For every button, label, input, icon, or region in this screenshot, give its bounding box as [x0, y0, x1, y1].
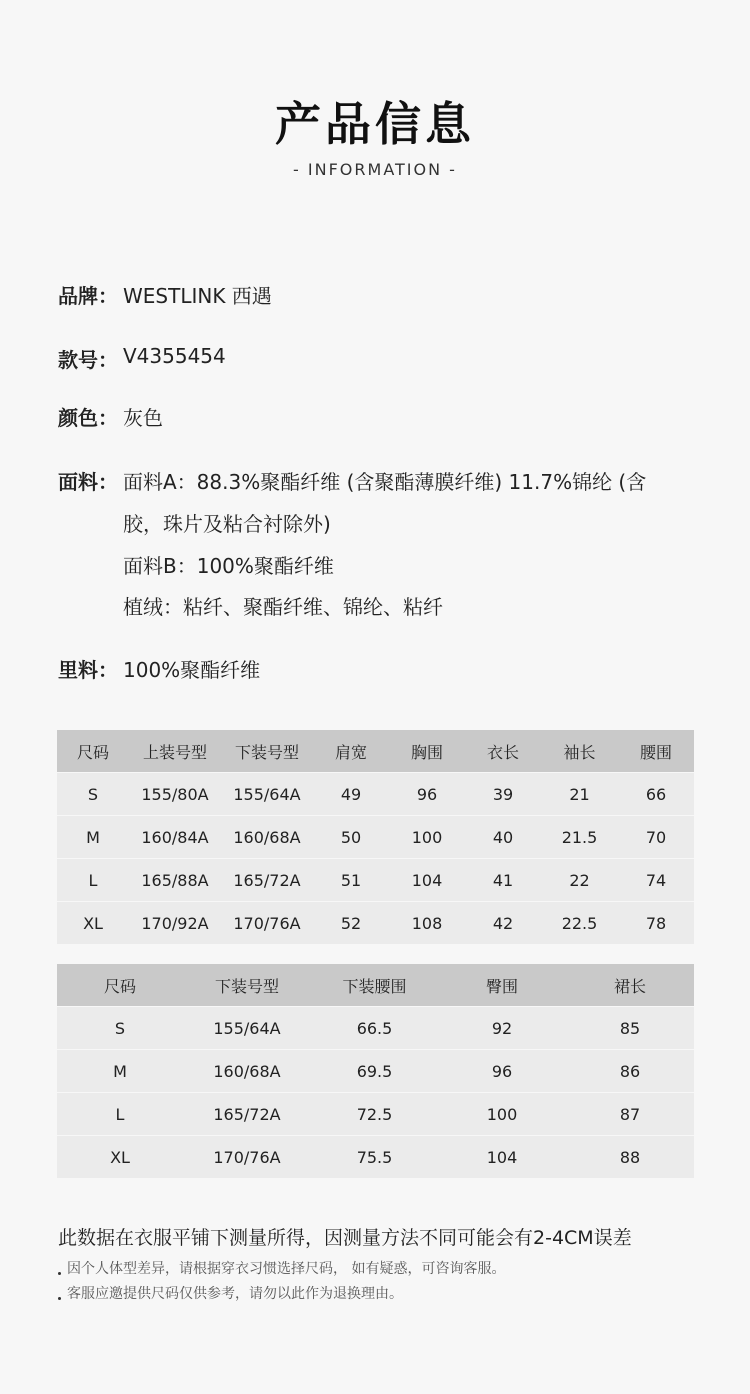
table-cell: 165/88A	[129, 859, 221, 902]
table-header-cell: 下装号型	[221, 730, 313, 773]
table-cell: 50	[313, 816, 389, 859]
table-header-cell: 肩宽	[313, 730, 389, 773]
table-cell: 69.5	[311, 1050, 438, 1093]
fabric-label: 面料：	[58, 470, 118, 494]
table-cell: 41	[465, 859, 541, 902]
table-cell: 160/68A	[183, 1050, 311, 1093]
table-row	[57, 902, 694, 945]
table-header-cell: 下装号型	[183, 964, 311, 1007]
table-cell: 40	[465, 816, 541, 859]
table-cell: 100	[389, 816, 465, 859]
table-cell: S	[57, 1007, 183, 1050]
note-item	[58, 1283, 403, 1303]
bullet-icon	[58, 1297, 61, 1300]
fabric-line: 面料A：88.3%聚酯纤维 (含聚酯薄膜纤维) 11.7%锦纶 (含	[123, 470, 647, 494]
table-cell: 108	[389, 902, 465, 945]
table-header-cell: 臀围	[438, 964, 566, 1007]
table-cell: 96	[389, 773, 465, 816]
page-subtitle: - INFORMATION -	[293, 160, 457, 179]
sku-label: 款号：	[58, 348, 118, 372]
table-header-cell: 衣长	[465, 730, 541, 773]
color-label: 颜色：	[58, 406, 118, 430]
brand-row	[58, 280, 272, 309]
table-cell: 165/72A	[183, 1093, 311, 1136]
note-text: 因个人体型差异，请根据穿衣习惯选择尺码， 如有疑惑，可咨询客服。	[67, 1261, 506, 1277]
table-cell: 21.5	[541, 816, 618, 859]
table-header-cell: 下装腰围	[311, 964, 438, 1007]
table-cell: 87	[566, 1093, 694, 1136]
brand-value: WESTLINK 西遇	[123, 284, 272, 308]
table-cell: M	[57, 1050, 183, 1093]
measurement-note: 此数据在衣服平铺下测量所得，因测量方法不同可能会有2-4CM误差	[58, 1227, 632, 1249]
table-cell: XL	[57, 902, 129, 945]
table-header-cell: 尺码	[57, 730, 129, 773]
table-header-cell: 腰围	[618, 730, 694, 773]
table-cell: 39	[465, 773, 541, 816]
table-cell: 100	[438, 1093, 566, 1136]
table-cell: 66	[618, 773, 694, 816]
table-row	[57, 1050, 694, 1093]
table-header-cell: 袖长	[541, 730, 618, 773]
table-cell: L	[57, 1093, 183, 1136]
table-cell: 42	[465, 902, 541, 945]
fabric-row	[58, 466, 646, 495]
table-cell: S	[57, 773, 129, 816]
table-cell: 74	[618, 859, 694, 902]
note-text: 客服应邀提供尺码仅供参考，请勿以此作为退换理由。	[67, 1286, 403, 1302]
table-cell: 155/64A	[183, 1007, 311, 1050]
sku-row	[58, 344, 226, 373]
table-cell: 51	[313, 859, 389, 902]
lining-label: 里料：	[58, 658, 118, 682]
table-row	[57, 1007, 694, 1050]
lining-row	[58, 654, 260, 683]
table-cell: 75.5	[311, 1136, 438, 1179]
table-cell: 49	[313, 773, 389, 816]
table-header-row	[57, 964, 694, 1007]
sku-value: V4355454	[123, 344, 226, 368]
table-cell: 170/76A	[183, 1136, 311, 1179]
fabric-line: 胶，珠片及粘合衬除外)	[123, 512, 331, 536]
table-cell: M	[57, 816, 129, 859]
table-cell: 160/84A	[129, 816, 221, 859]
table-cell: 160/68A	[221, 816, 313, 859]
table-header-cell: 裙长	[566, 964, 694, 1007]
page-title: 产品信息	[275, 97, 475, 151]
table-row	[57, 816, 694, 859]
table-cell: 21	[541, 773, 618, 816]
table-cell: 96	[438, 1050, 566, 1093]
size-table-bottom	[57, 964, 694, 1178]
table-cell: 22	[541, 859, 618, 902]
table-header-cell: 胸围	[389, 730, 465, 773]
brand-label: 品牌：	[58, 284, 118, 308]
table-cell: 155/80A	[129, 773, 221, 816]
color-row	[58, 402, 163, 431]
color-value: 灰色	[123, 406, 163, 430]
table-cell: 86	[566, 1050, 694, 1093]
note-item	[58, 1258, 505, 1278]
fabric-line: 植绒：粘纤、聚酯纤维、锦纶、粘纤	[123, 595, 443, 619]
table-cell: 92	[438, 1007, 566, 1050]
table-header-row	[57, 730, 694, 773]
table-cell: 22.5	[541, 902, 618, 945]
table-cell: 165/72A	[221, 859, 313, 902]
table-cell: 104	[389, 859, 465, 902]
table-header-cell: 尺码	[57, 964, 183, 1007]
table-cell: 52	[313, 902, 389, 945]
table-cell: 170/76A	[221, 902, 313, 945]
table-cell: 70	[618, 816, 694, 859]
table-cell: 66.5	[311, 1007, 438, 1050]
table-row	[57, 859, 694, 902]
fabric-line: 面料B：100%聚酯纤维	[123, 554, 334, 578]
table-row	[57, 1093, 694, 1136]
table-cell: L	[57, 859, 129, 902]
table-cell: 88	[566, 1136, 694, 1179]
bullet-icon	[58, 1272, 61, 1275]
table-cell: 78	[618, 902, 694, 945]
table-cell: 104	[438, 1136, 566, 1179]
size-table-top	[57, 730, 694, 944]
table-cell: 72.5	[311, 1093, 438, 1136]
table-cell: 155/64A	[221, 773, 313, 816]
table-header-cell: 上装号型	[129, 730, 221, 773]
table-cell: 170/92A	[129, 902, 221, 945]
table-row	[57, 1136, 694, 1179]
lining-value: 100%聚酯纤维	[123, 658, 261, 682]
table-cell: XL	[57, 1136, 183, 1179]
table-cell: 85	[566, 1007, 694, 1050]
table-row	[57, 773, 694, 816]
